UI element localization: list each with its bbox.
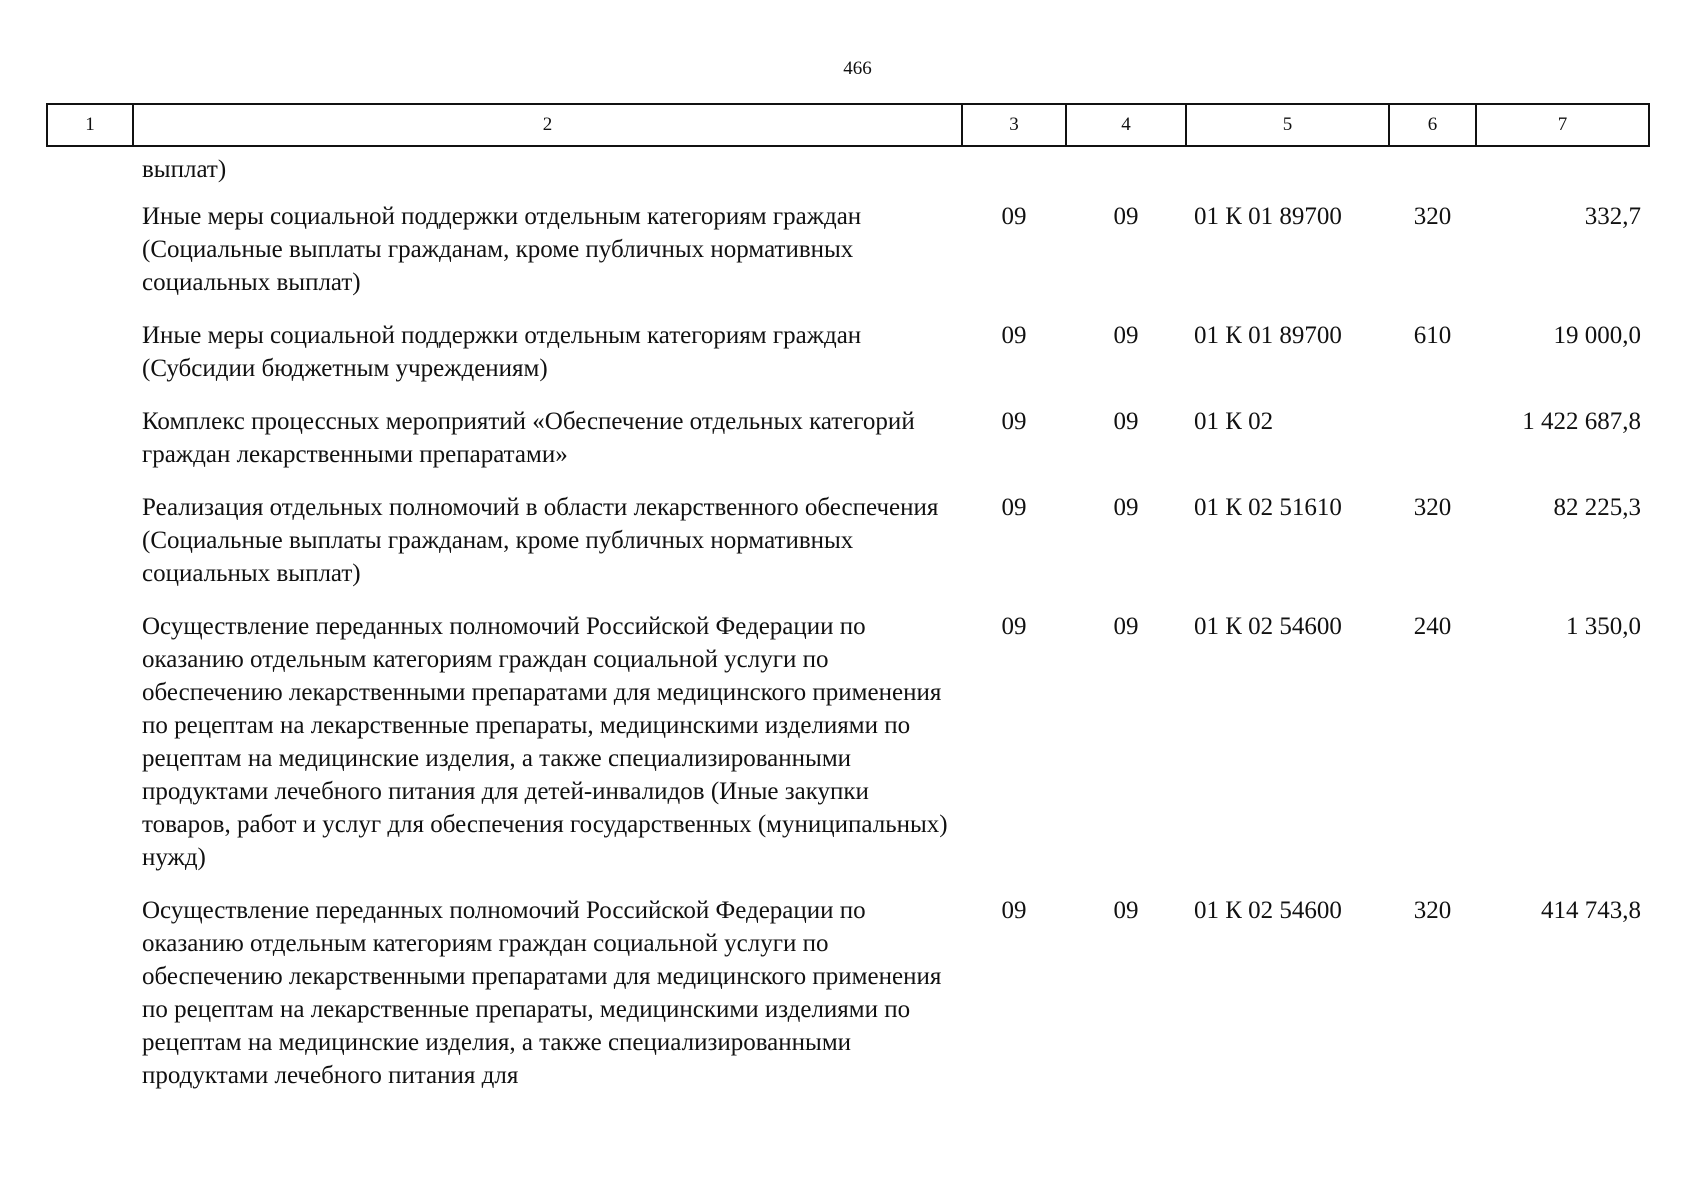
header-col-2: 2 (133, 104, 962, 146)
row-name: Иные меры социальной поддержки отдельным категориям граждан (Социальные выплаты гражданам, кроме публичных нормативных социальных выплат) (142, 203, 862, 296)
header-col-3: 3 (962, 104, 1066, 146)
header-col-4: 4 (1066, 104, 1186, 146)
row-section: 09 (1001, 897, 1027, 924)
row-name: Осуществление переданных полномочий Российской Федерации по оказанию отдельным категориям граждан социальной услуги по обеспечению лекарственными препаратами для медицинского применения по рецептам на лекарственные препараты, медицинскими изделиями по рецептам на медицинские изделия, а также специализированными продуктами лечебного питания для (142, 897, 942, 1089)
table-row (47, 600, 1649, 884)
table-row (47, 309, 1649, 395)
row-subsection: 09 (1113, 203, 1139, 230)
row-section: 09 (1001, 408, 1027, 435)
row-expense-type: 320 (1413, 897, 1452, 924)
row-name: Реализация отдельных полномочий в области лекарственного обеспечения (Социальные выплаты гражданам, кроме публичных нормативных социальных выплат) (142, 494, 939, 587)
row-amount: 1 422 687,8 (1522, 408, 1641, 435)
header-col-6: 6 (1389, 104, 1476, 146)
header-row (47, 104, 1649, 146)
row-subsection: 09 (1113, 897, 1139, 924)
table-row (47, 481, 1649, 600)
continuation-text: выплат) (142, 156, 227, 183)
table-row (47, 884, 1649, 1102)
row-expense-type: 610 (1413, 322, 1452, 349)
row-amount: 1 350,0 (1566, 613, 1641, 640)
row-subsection: 09 (1113, 408, 1139, 435)
header-col-5: 5 (1186, 104, 1389, 146)
row-target-article: 01 К 02 51610 (1194, 494, 1342, 521)
row-amount: 19 000,0 (1553, 322, 1641, 349)
row-target-article: 01 К 01 89700 (1194, 203, 1342, 230)
row-subsection: 09 (1113, 322, 1139, 349)
header-col-7: 7 (1476, 104, 1649, 146)
page-number: 466 (843, 58, 872, 79)
row-section: 09 (1001, 322, 1027, 349)
row-name: Комплекс процессных мероприятий «Обеспечение отдельных категорий граждан лекарственными препаратами» (142, 408, 915, 468)
row-expense-type (1389, 395, 1476, 481)
row-section: 09 (1001, 203, 1027, 230)
row-amount: 332,7 (1584, 203, 1641, 230)
continuation-row (47, 146, 1649, 190)
row-amount: 82 225,3 (1553, 494, 1641, 521)
table-row (47, 190, 1649, 309)
row-expense-type: 240 (1413, 613, 1452, 640)
row-target-article: 01 К 02 (1194, 408, 1274, 435)
row-section: 09 (1001, 613, 1027, 640)
row-target-article: 01 К 01 89700 (1194, 322, 1342, 349)
row-name: Иные меры социальной поддержки отдельным категориям граждан (Субсидии бюджетным учреждениям) (142, 322, 862, 382)
row-subsection: 09 (1113, 494, 1139, 521)
row-section: 09 (1001, 494, 1027, 521)
row-name: Осуществление переданных полномочий Российской Федерации по оказанию отдельным категориям граждан социальной услуги по обеспечению лекарственными препаратами для медицинского применения по рецептам на лекарственные препараты, медицинскими изделиями по рецептам на медицинские изделия, а также специализированными продуктами лечебного питания для детей-инвалидов (Иные закупки товаров, работ и услуг для обеспечения государственных (муниципальных) нужд) (142, 613, 948, 871)
row-subsection: 09 (1113, 613, 1139, 640)
row-amount: 414 743,8 (1541, 897, 1641, 924)
table-row (47, 395, 1649, 481)
row-target-article: 01 К 02 54600 (1194, 897, 1342, 924)
row-expense-type: 320 (1413, 203, 1452, 230)
budget-table (46, 103, 1650, 1102)
row-expense-type: 320 (1413, 494, 1452, 521)
row-target-article: 01 К 02 54600 (1194, 613, 1342, 640)
header-col-1: 1 (47, 104, 133, 146)
